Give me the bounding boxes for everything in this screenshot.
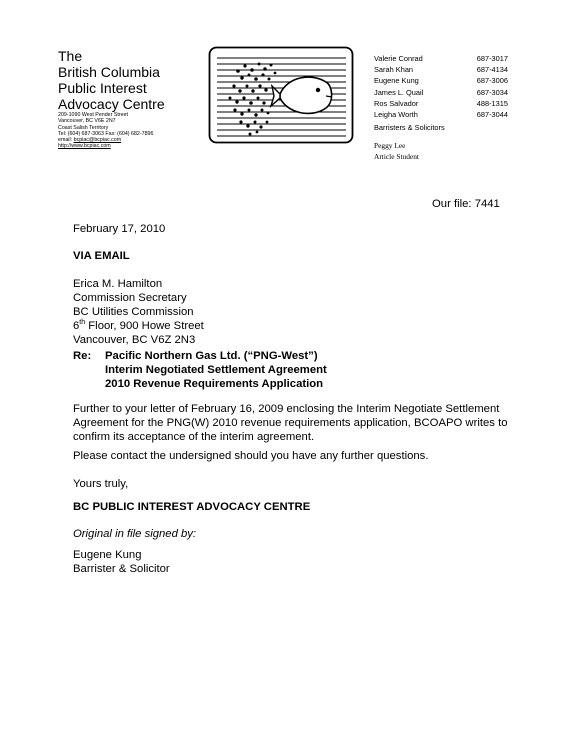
staff-name: Leigha Worth — [374, 110, 418, 120]
staff-phone: 687-4134 — [476, 65, 508, 75]
signer-block — [73, 548, 170, 576]
paragraph-line: Agreement for the PNG(W) 2010 revenue requirements application, BCOAPO writes to — [73, 417, 508, 429]
recipient-org: BC Utilities Commission — [73, 306, 194, 318]
bcpiac-logo — [208, 46, 354, 144]
subject-line: Interim Negotiated Settlement Agreement — [105, 364, 327, 376]
student-title: Article Student — [374, 151, 419, 161]
signer-name: Eugene Kung — [73, 549, 142, 561]
staff-phone: 687-3017 — [476, 54, 508, 63]
staff-row — [374, 98, 508, 109]
staff-directory — [374, 53, 508, 120]
subject-lines — [105, 349, 327, 391]
contact-sentence: Please contact the undersigned should you have any further questions. — [73, 450, 429, 462]
website-link[interactable]: http://www.bcpiac.com — [58, 143, 111, 150]
subject-label: Re: — [73, 350, 92, 362]
staff-name: Ros Salvador — [374, 98, 419, 108]
recipient-address — [73, 277, 204, 347]
staff-phone: 687-3034 — [476, 87, 508, 97]
recipient-street: 6th Floor, 900 Howe Street — [73, 319, 204, 332]
staff-phone: 687-3044 — [476, 110, 508, 120]
fish-logo-icon — [208, 46, 354, 144]
delivery-method: VIA EMAIL — [73, 250, 130, 262]
org-name — [58, 48, 208, 112]
staff-row — [374, 75, 508, 86]
student-name: Peggy Lee — [374, 141, 406, 150]
staff-name: Valerie Conrad — [374, 54, 423, 63]
staff-row — [374, 53, 508, 64]
firm-description: Barristers & Solicitors — [374, 123, 445, 132]
letter-date: February 17, 2010 — [73, 223, 166, 235]
org-name-line: The — [58, 48, 83, 64]
paragraph-line: Further to your letter of February 16, 2009 enclosing the Interim Negotiate Settlement — [73, 403, 500, 415]
article-student — [374, 141, 419, 162]
org-name-line: Public Interest — [58, 80, 147, 96]
org-contact-details — [58, 112, 208, 150]
subject-line: 2010 Revenue Requirements Application — [105, 378, 324, 390]
staff-name: Sarah Khan — [374, 65, 414, 75]
staff-phone: 687-3006 — [476, 76, 508, 86]
email-link[interactable]: bcpiac@bcpiac.com — [73, 137, 122, 144]
body-paragraph — [73, 402, 513, 444]
paragraph-line: confirm its acceptance of the interim agreement. — [73, 431, 315, 443]
signer-title: Barrister & Solicitor — [73, 563, 170, 575]
recipient-title: Commission Secretary — [73, 292, 187, 304]
address-line: Coast Salish Territory — [58, 124, 109, 131]
address-line: Tel: (604) 687-3063 Fax: (604) 682-7896 — [58, 130, 154, 137]
file-reference: Our file: 7441 — [432, 198, 500, 210]
recipient-city: Vancouver, BC V6Z 2N3 — [73, 334, 196, 346]
recipient-name: Erica M. Hamilton — [73, 278, 163, 290]
org-name-line: Advocacy Centre — [58, 96, 165, 112]
signing-organization: BC PUBLIC INTEREST ADVOCACY CENTRE — [73, 501, 311, 513]
signature-note: Original in file signed by: — [73, 528, 197, 540]
address-line: 209-1090 West Pender Street — [58, 112, 128, 118]
staff-row — [374, 87, 508, 98]
staff-name: James L. Quail — [374, 87, 424, 97]
staff-phone: 488-1315 — [476, 98, 508, 108]
email-label: email: — [58, 137, 73, 144]
staff-row — [374, 64, 508, 75]
staff-name: Eugene Kung — [374, 76, 419, 86]
subject-line: Pacific Northern Gas Ltd. (“PNG-West”) — [105, 350, 318, 362]
org-name-line: British Columbia — [58, 64, 160, 80]
closing-salutation: Yours truly, — [73, 478, 129, 490]
staff-row — [374, 109, 508, 120]
address-line: Vancouver, BC V6E 2N7 — [58, 118, 116, 125]
